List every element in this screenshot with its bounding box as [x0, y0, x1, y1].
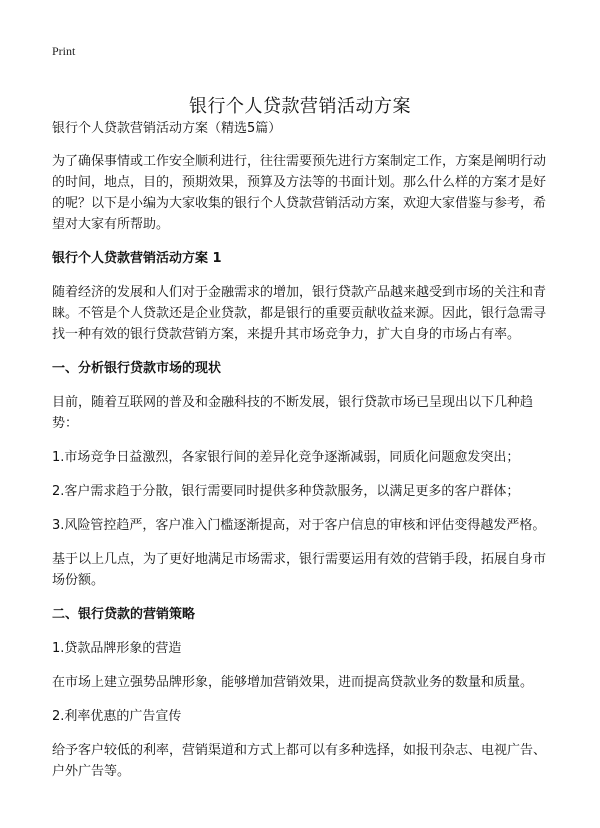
market-analysis-paragraph: 目前，随着互联网的普及和金融科技的不断发展，银行贷款市场已呈现出以下几种趋势： — [52, 395, 534, 431]
heading-market-analysis: 一、分析银行贷款市场的现状 — [52, 361, 222, 376]
trend-item-3: 3.风险管控趋严，客户准入门槛逐渐提高，对于客户信息的审核和评估变得越发严格。 — [52, 518, 546, 533]
document-subtitle: 银行个人贷款营销活动方案（精选5篇） — [52, 121, 282, 136]
section-1-title: 银行个人贷款营销活动方案 1 — [52, 251, 222, 266]
strategy-item-2: 2.利率优惠的广告宣传 — [52, 709, 182, 724]
strategy-item-2-paragraph: 给予客户较低的利率，营销渠道和方式上都可以有多种选择，如报刊杂志、电视广告、户外广告等。 — [52, 743, 547, 779]
market-summary-paragraph: 基于以上几点，为了更好地满足市场需求，银行需要运用有效的营销手段，拓展自身市场份额。 — [52, 552, 547, 588]
document-title: 银行个人贷款营销活动方案 — [189, 96, 411, 118]
trend-item-2: 2.客户需求趋于分散，银行需要同时提供多种贷款服务，以满足更多的客户群体； — [52, 484, 520, 499]
document-body — [52, 118, 556, 795]
trend-item-1: 1.市场竞争日益激烈，各家银行间的差异化竞争逐渐减弱，同质化问题愈发突出； — [52, 450, 520, 465]
strategy-item-1-paragraph: 在市场上建立强势品牌形象，能够增加营销效果，进而提高贷款业务的数量和质量。 — [52, 675, 534, 690]
strategy-item-1: 1.贷款品牌形象的营造 — [52, 641, 182, 656]
heading-marketing-strategy: 二、银行贷款的营销策略 — [52, 607, 196, 622]
print-link[interactable]: Print — [52, 44, 76, 58]
section-1-paragraph: 随着经济的发展和人们对于金融需求的增加，银行贷款产品越来越受到市场的关注和青睐。不管是个人贷款还是企业贷款，都是银行的重要贡献收益来源。因此，银行急需寻找一种有效的银行贷款营销方案，来提升其市场竞争力，扩大自身的市场占有率。 — [52, 285, 547, 342]
intro-paragraph: 为了确保事情或工作安全顺利进行，往往需要预先进行方案制定工作，方案是阐明行动的时间，地点，目的，预期效果，预算及方法等的书面计划。那么什么样的方案才是好的呢？以下是小编为大家收集的银行个人贷款营销活动方案，欢迎大家借鉴与参考，希望对大家有所帮助。 — [52, 154, 547, 232]
